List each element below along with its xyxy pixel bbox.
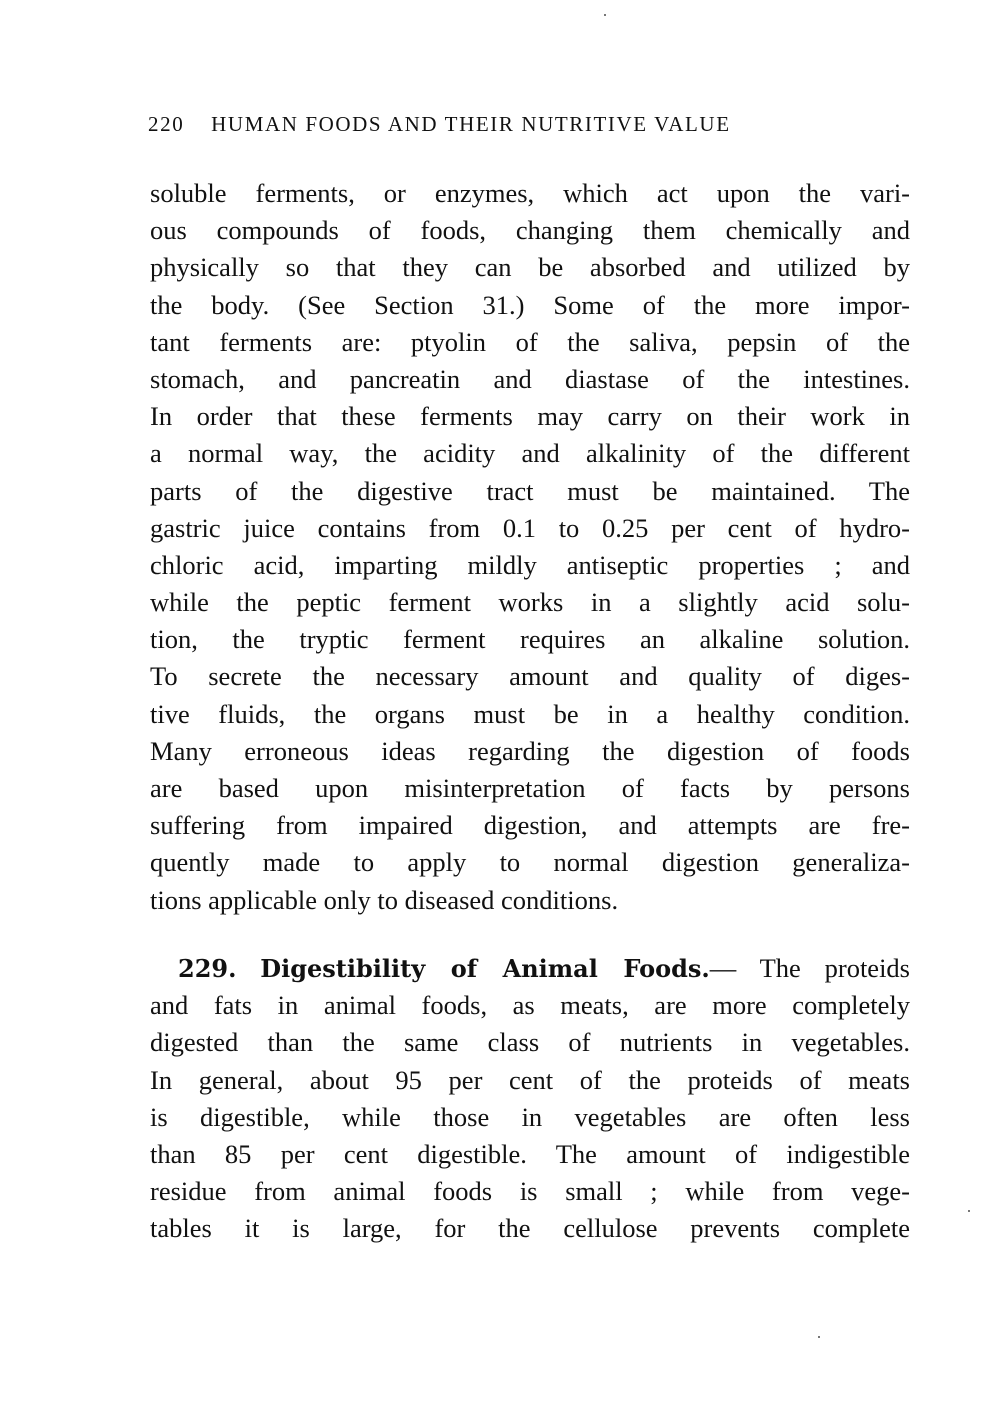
section-number: 229. (178, 954, 237, 983)
paragraph-digestion-ferments (150, 175, 910, 919)
text-line: are based upon misinterpretation of facts by persons (150, 773, 910, 803)
text-line: tion, the tryptic ferment requires an alkaline solution. (150, 624, 910, 655)
section-heading-line (150, 950, 910, 987)
heading-continuation: — The proteids (709, 953, 910, 983)
text-line: quently made to apply to normal digestion generaliza- (150, 847, 910, 878)
text-line: tions applicable only to diseased conditions. (150, 884, 619, 915)
text-line: gastric juice contains from 0.1 to 0.25 per cent of hydro- (150, 512, 910, 543)
text-line: parts of the digestive tract must be maintained. The (150, 475, 910, 506)
text-line: a normal way, the acidity and alkalinity of the different (150, 438, 910, 469)
text-line: is digestible, while those in vegetables are often less (150, 1101, 910, 1132)
text-line: To secrete the necessary amount and quality of diges- (150, 661, 910, 692)
text-line: tant ferments are: ptyolin of the saliva, pepsin of the (150, 326, 910, 357)
text-line: tables it is large, for the cellulose prevents complete (150, 1213, 910, 1244)
text-line: suffering from impaired digestion, and attempts are fre- (150, 810, 910, 841)
text-line: and fats in animal foods, as meats, are more completely (150, 990, 910, 1021)
text-line: while the peptic ferment works in a slightly acid solu- (150, 587, 910, 618)
text-line: stomach, and pancreatin and diastase of the intestines. (150, 363, 910, 394)
text-line: In order that these ferments may carry on their work in (150, 401, 910, 432)
running-title: HUMAN FOODS AND THEIR NUTRITIVE VALUE (211, 112, 731, 136)
text-line: Many erroneous ideas regarding the digestion of foods (150, 735, 910, 766)
scan-speck (968, 1210, 970, 1212)
page-number: 220 (148, 112, 185, 136)
running-header (148, 112, 868, 137)
text-line: soluble ferments, or enzymes, which act upon the vari- (150, 178, 910, 208)
section-heading: Digestibility of Animal Foods. (260, 954, 710, 983)
text-line: In general, about 95 per cent of the proteids of meats (150, 1064, 910, 1095)
text-line: ous compounds of foods, changing them chemically and (150, 215, 910, 246)
text-line: chloric acid, imparting mildly antiseptic properties ; and (150, 549, 910, 580)
text-line: residue from animal foods is small ; while from vege- (150, 1176, 910, 1207)
text-line: digested than the same class of nutrients in vegetables. (150, 1027, 910, 1058)
text-line: than 85 per cent digestible. The amount of indigestible (150, 1138, 910, 1169)
section-229-digestibility-of-animal-foods (150, 950, 910, 1248)
text-line: tive fluids, the organs must be in a healthy condition. (150, 698, 910, 729)
text-line: the body. (See Section 31.) Some of the more impor- (150, 289, 910, 320)
scan-speck (604, 14, 606, 16)
scan-speck (818, 1336, 820, 1338)
text-line: physically so that they can be absorbed and utilized by (150, 252, 910, 283)
